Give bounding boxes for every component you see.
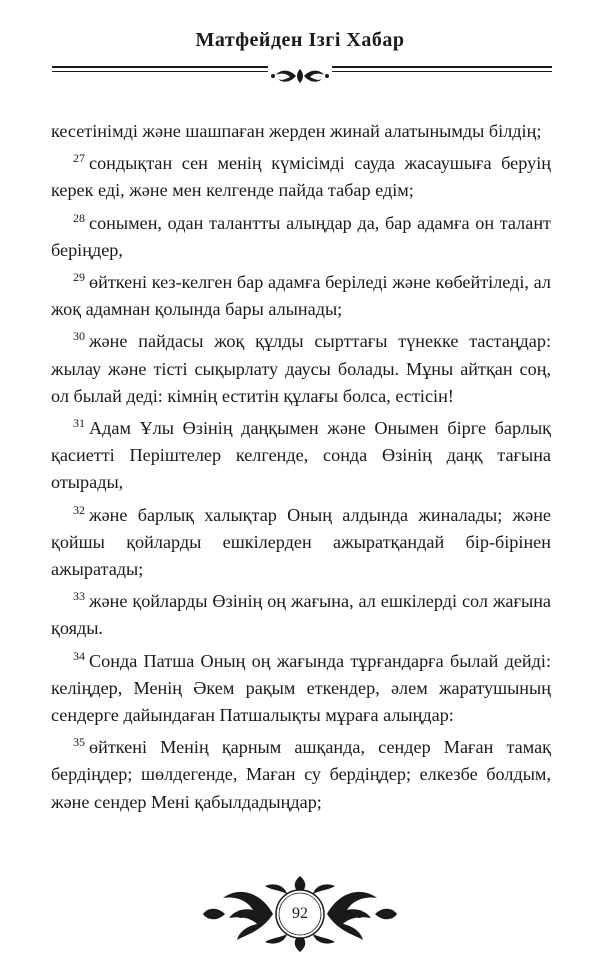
header-ornament-icon	[268, 65, 332, 87]
verse-31	[51, 410, 551, 497]
verse-text: және барлық халықтар Оның алдында жиналады; және қойшы қойларды ешкілерден ажыратқандай бір-бірінен ажыратады;	[51, 504, 551, 580]
verse-text: сондықтан сен менің күмісімді сауда жасаушыға беруің керек еді, және мен келгенде пайда табар едім;	[51, 153, 551, 201]
verse-text: Адам Ұлы Өзінің даңқымен және Онымен бірге барлық қасиетті Періштелер келгенде, сонда Өзінің даңқ тағына отырады,	[51, 418, 551, 493]
page-footer	[195, 864, 405, 964]
verse-text: және пайдасы жоқ құлды сырттағы түнекке тастаңдар: жылау және тісті сықырлату даусы болады. Мұны айтқан соң, ол былай деді: кімнің еститін құлағы болса, естісін!	[51, 331, 551, 406]
verse-30	[51, 323, 551, 410]
verse-number: 34	[73, 648, 85, 663]
verse-35	[51, 729, 551, 816]
verse-number: 33	[73, 589, 85, 604]
book-title: Матфейден Ізгі Хабар	[195, 29, 405, 51]
verse-text: өйткені кез-келген бар адамға беріледі және көбейтіледі, ал жоқ адамнан қолында бары алынады;	[51, 272, 551, 320]
verse-number: 35	[73, 735, 85, 750]
verse-text: сонымен, одан талантты алыңдар да, бар адамға он талант беріңдер,	[51, 212, 551, 260]
verse-text: Сонда Патша Оның оң жағында тұрғандарға былай дейді: келіңдер, Менің Әкем рақым еткендер, әлем жаратушының сендерге дайындаған Патшалықты мұраға алыңдар:	[51, 650, 551, 726]
verse-34	[51, 643, 551, 730]
scripture-text	[51, 118, 551, 816]
verse-33	[51, 583, 551, 642]
paragraph-text: кесетінімді және шашпаған жерден жинай алатынымды білдің;	[51, 121, 542, 141]
verse-text: және қойларды Өзінің оң жағына, ал ешкілерді сол жағына қояды.	[51, 591, 551, 639]
verse-number: 29	[73, 270, 85, 285]
verse-28	[51, 205, 551, 264]
verse-32	[51, 497, 551, 584]
verse-number: 28	[73, 210, 85, 225]
verse-29	[51, 264, 551, 323]
verse-text: өйткені Менің қарным ашқанда, сендер Маған тамақ бердіңдер; шөлдегенде, Маған су бердіңдер; елкезбе болдым, және сендер Мені қабылдадыңдар;	[51, 737, 551, 812]
verse-number: 27	[73, 151, 85, 166]
verse-27	[51, 145, 551, 204]
page-number: 92	[292, 905, 308, 922]
verse-number: 32	[73, 502, 85, 517]
paragraph-continuation	[51, 118, 551, 145]
verse-number: 30	[73, 329, 85, 344]
verse-number: 31	[73, 416, 85, 431]
